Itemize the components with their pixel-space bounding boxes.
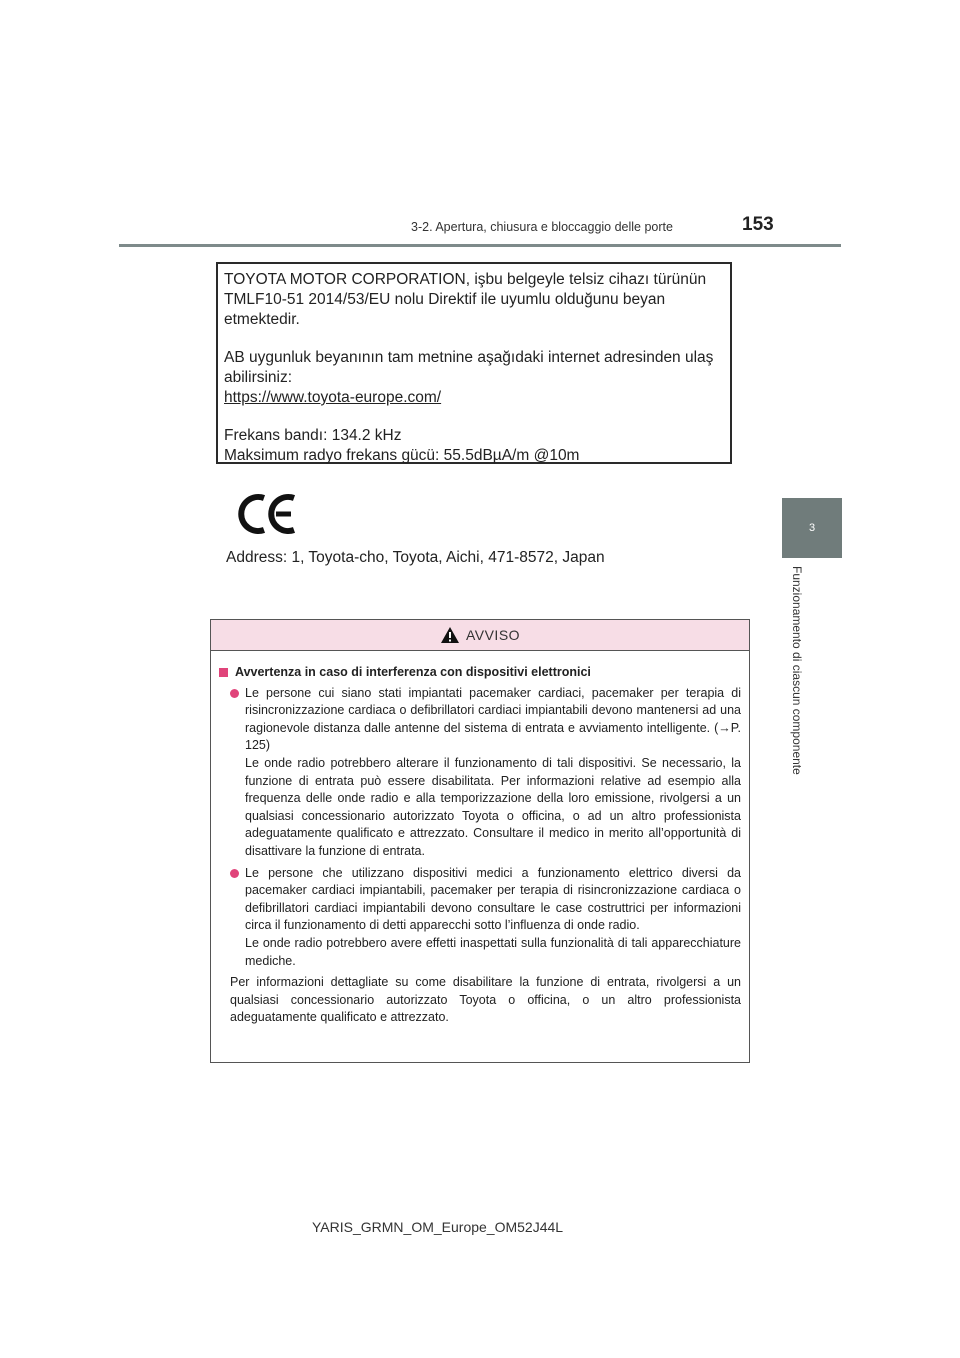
max-power: Maksimum radyo frekans gücü: 55.5dBµA/m @10m (224, 447, 580, 464)
declaration-para1: TOYOTA MOTOR CORPORATION, işbu belgeyle telsiz cihazı türünün TMLF10-51 2014/53/EU nolu Direktif ile uyumlu olduğunu beyan etmektedir. (224, 271, 707, 328)
warning-section-title (219, 664, 741, 682)
frequency-band: Frekans bandı: 134.2 kHz (224, 427, 402, 444)
chapter-side-title: Funzionamento di ciascun componente (790, 566, 804, 775)
chapter-number: 3 (808, 522, 816, 534)
header-section-title: 3-2. Apertura, chiusura e bloccaggio delle porte (411, 220, 673, 234)
document-footer-code: YARIS_GRMN_OM_Europe_OM52J44L (312, 1219, 564, 1235)
warning-header (211, 620, 749, 651)
warning-triangle-icon (440, 626, 460, 644)
ce-mark-icon (238, 492, 300, 536)
warning-section-title-text: Avvertenza in caso di interferenza con dispositivi elettronici (235, 665, 591, 679)
page-number: 153 (742, 214, 774, 235)
circle-bullet-icon (230, 689, 239, 698)
manufacturer-address: Address: 1, Toyota-cho, Toyota, Aichi, 471-8572, Japan (226, 549, 605, 566)
circle-bullet-icon (230, 869, 239, 878)
warning-bullet-2 (230, 865, 741, 971)
declaration-para2: AB uygunluk beyanının tam metnine aşağıdaki internet adresinden ulaş abilirsiniz: (224, 349, 714, 386)
square-bullet-icon (219, 668, 228, 677)
warning-label: AVVISO (465, 627, 521, 643)
warning-closing: Per informazioni dettagliate su come disabilitare la funzione di entrata, rivolgersi a un qualsiasi concessionario autorizzato Toyota o officina, o un altro professionista adeguatamente qualificato e attrezzato. (230, 975, 741, 1025)
warning-bullet-1-text2: Le onde radio potrebbero alterare il funzionamento di tali dispositivi. Se necessario, la funzione di entrata può essere disabilitata. Per informazioni relative ad esempio alla frequenza delle onde radio e alla temporizzazione della loro emissione, rivolgersi a un qualsiasi concessionario autorizzato Toyota o officina, o ad un altro professionista adeguatamente qualificato e attrezzato. Consultare il medico in merito all’opportunità di disattivare la funzione di entrata. (245, 755, 741, 858)
warning-bullet-2-text: Le persone che utilizzano dispositivi medici a funzionamento elettrico diversi da pacemaker cardiaci impiantabili, pacemaker per terapia di risincronizzazione cardiaca o defibrillatori cardiaci impiantabili devono consultare le case costruttrici per informazioni circa il funzionamento di detti apparecchi sotto l’influenza di onde radio. (245, 865, 741, 933)
declaration-box (216, 262, 732, 464)
declaration-url: https://www.toyota-europe.com/ (224, 389, 442, 406)
warning-box (210, 619, 750, 1063)
warning-bullet-1-text: Le persone cui siano stati impiantati pacemaker cardiaci, pacemaker per terapia di risincronizzazione cardiaca o defibrillatori cardiaci impiantabili devono mantenersi ad una ragionevole distanza dalle antenne del sistema di entrata e avviamento intelligente. (→P. 125) (245, 685, 741, 753)
chapter-tab (782, 498, 842, 558)
warning-body (211, 651, 749, 1027)
warning-bullet-2-text2: Le onde radio potrebbero avere effetti inaspettati sulla funzionalità di tali apparecchiature mediche. (245, 935, 741, 968)
header-divider (119, 244, 841, 247)
warning-bullet-1 (230, 685, 741, 861)
